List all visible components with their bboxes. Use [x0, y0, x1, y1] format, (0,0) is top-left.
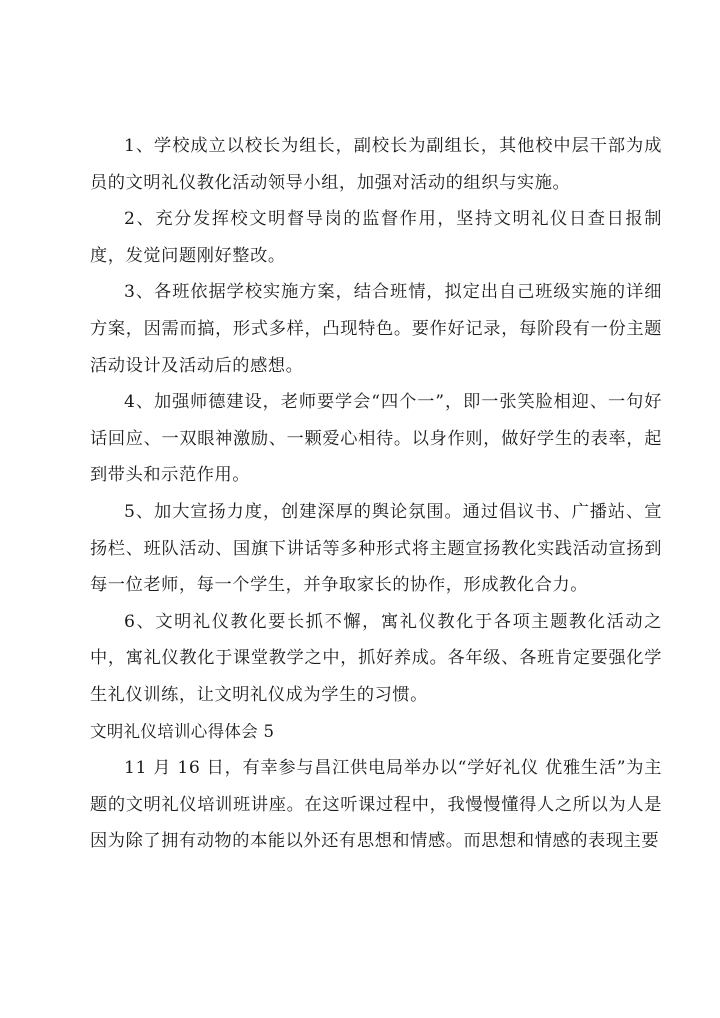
paragraph-4: 4、加强师德建设，老师要学会“四个一”，即一张笑脸相迎、一句好话回应、一双眼神激励、一颗爱心相待。以身作则，做好学生的表率，起到带头和示范作用。	[90, 392, 662, 486]
paragraph-1: 1、学校成立以校长为组长，副校长为副组长，其他校中层干部为成员的文明礼仪教化活动领导小组，加强对活动的组织与实施。	[90, 136, 662, 193]
paragraph-3: 3、各班依据学校实施方案，结合班情，拟定出自己班级实施的详细方案，因需而搞，形式多样，凸现特色。要作好记录，每阶段有一份主题活动设计及活动后的感想。	[90, 282, 662, 376]
paragraph-2: 2、充分发挥校文明督导岗的监督作用，坚持文明礼仪日查日报制度，发觉问题刚好整改。	[90, 209, 662, 266]
section-paragraph: 11 月 16 日，有幸参与昌江供电局举办以“学好礼仪 优雅生活”为主题的文明礼仪培训班讲座。在这听课过程中，我慢慢懂得人之所以为人是因为除了拥有动物的本能以外还有思想和情感。而思想和情感的表现主要	[90, 758, 662, 852]
paragraph-5: 5、加大宣扬力度，创建深厚的舆论氛围。通过倡议书、广播站、宣扬栏、班队活动、国旗下讲话等多种形式将主题宣扬教化实践活动宣扬到每一位老师，每一个学生，并争取家长的协作，形成教化合力。	[90, 501, 662, 596]
section-title: 文明礼仪培训心得体会 5	[90, 721, 275, 741]
document-page	[90, 128, 662, 860]
paragraph-6: 6、文明礼仪教化要长抓不懈，寓礼仪教化于各项主题教化活动之中，寓礼仪教化于课堂教学之中，抓好养成。各年级、各班肯定要强化学生礼仪训练，让文明礼仪成为学生的习惯。	[90, 611, 662, 705]
